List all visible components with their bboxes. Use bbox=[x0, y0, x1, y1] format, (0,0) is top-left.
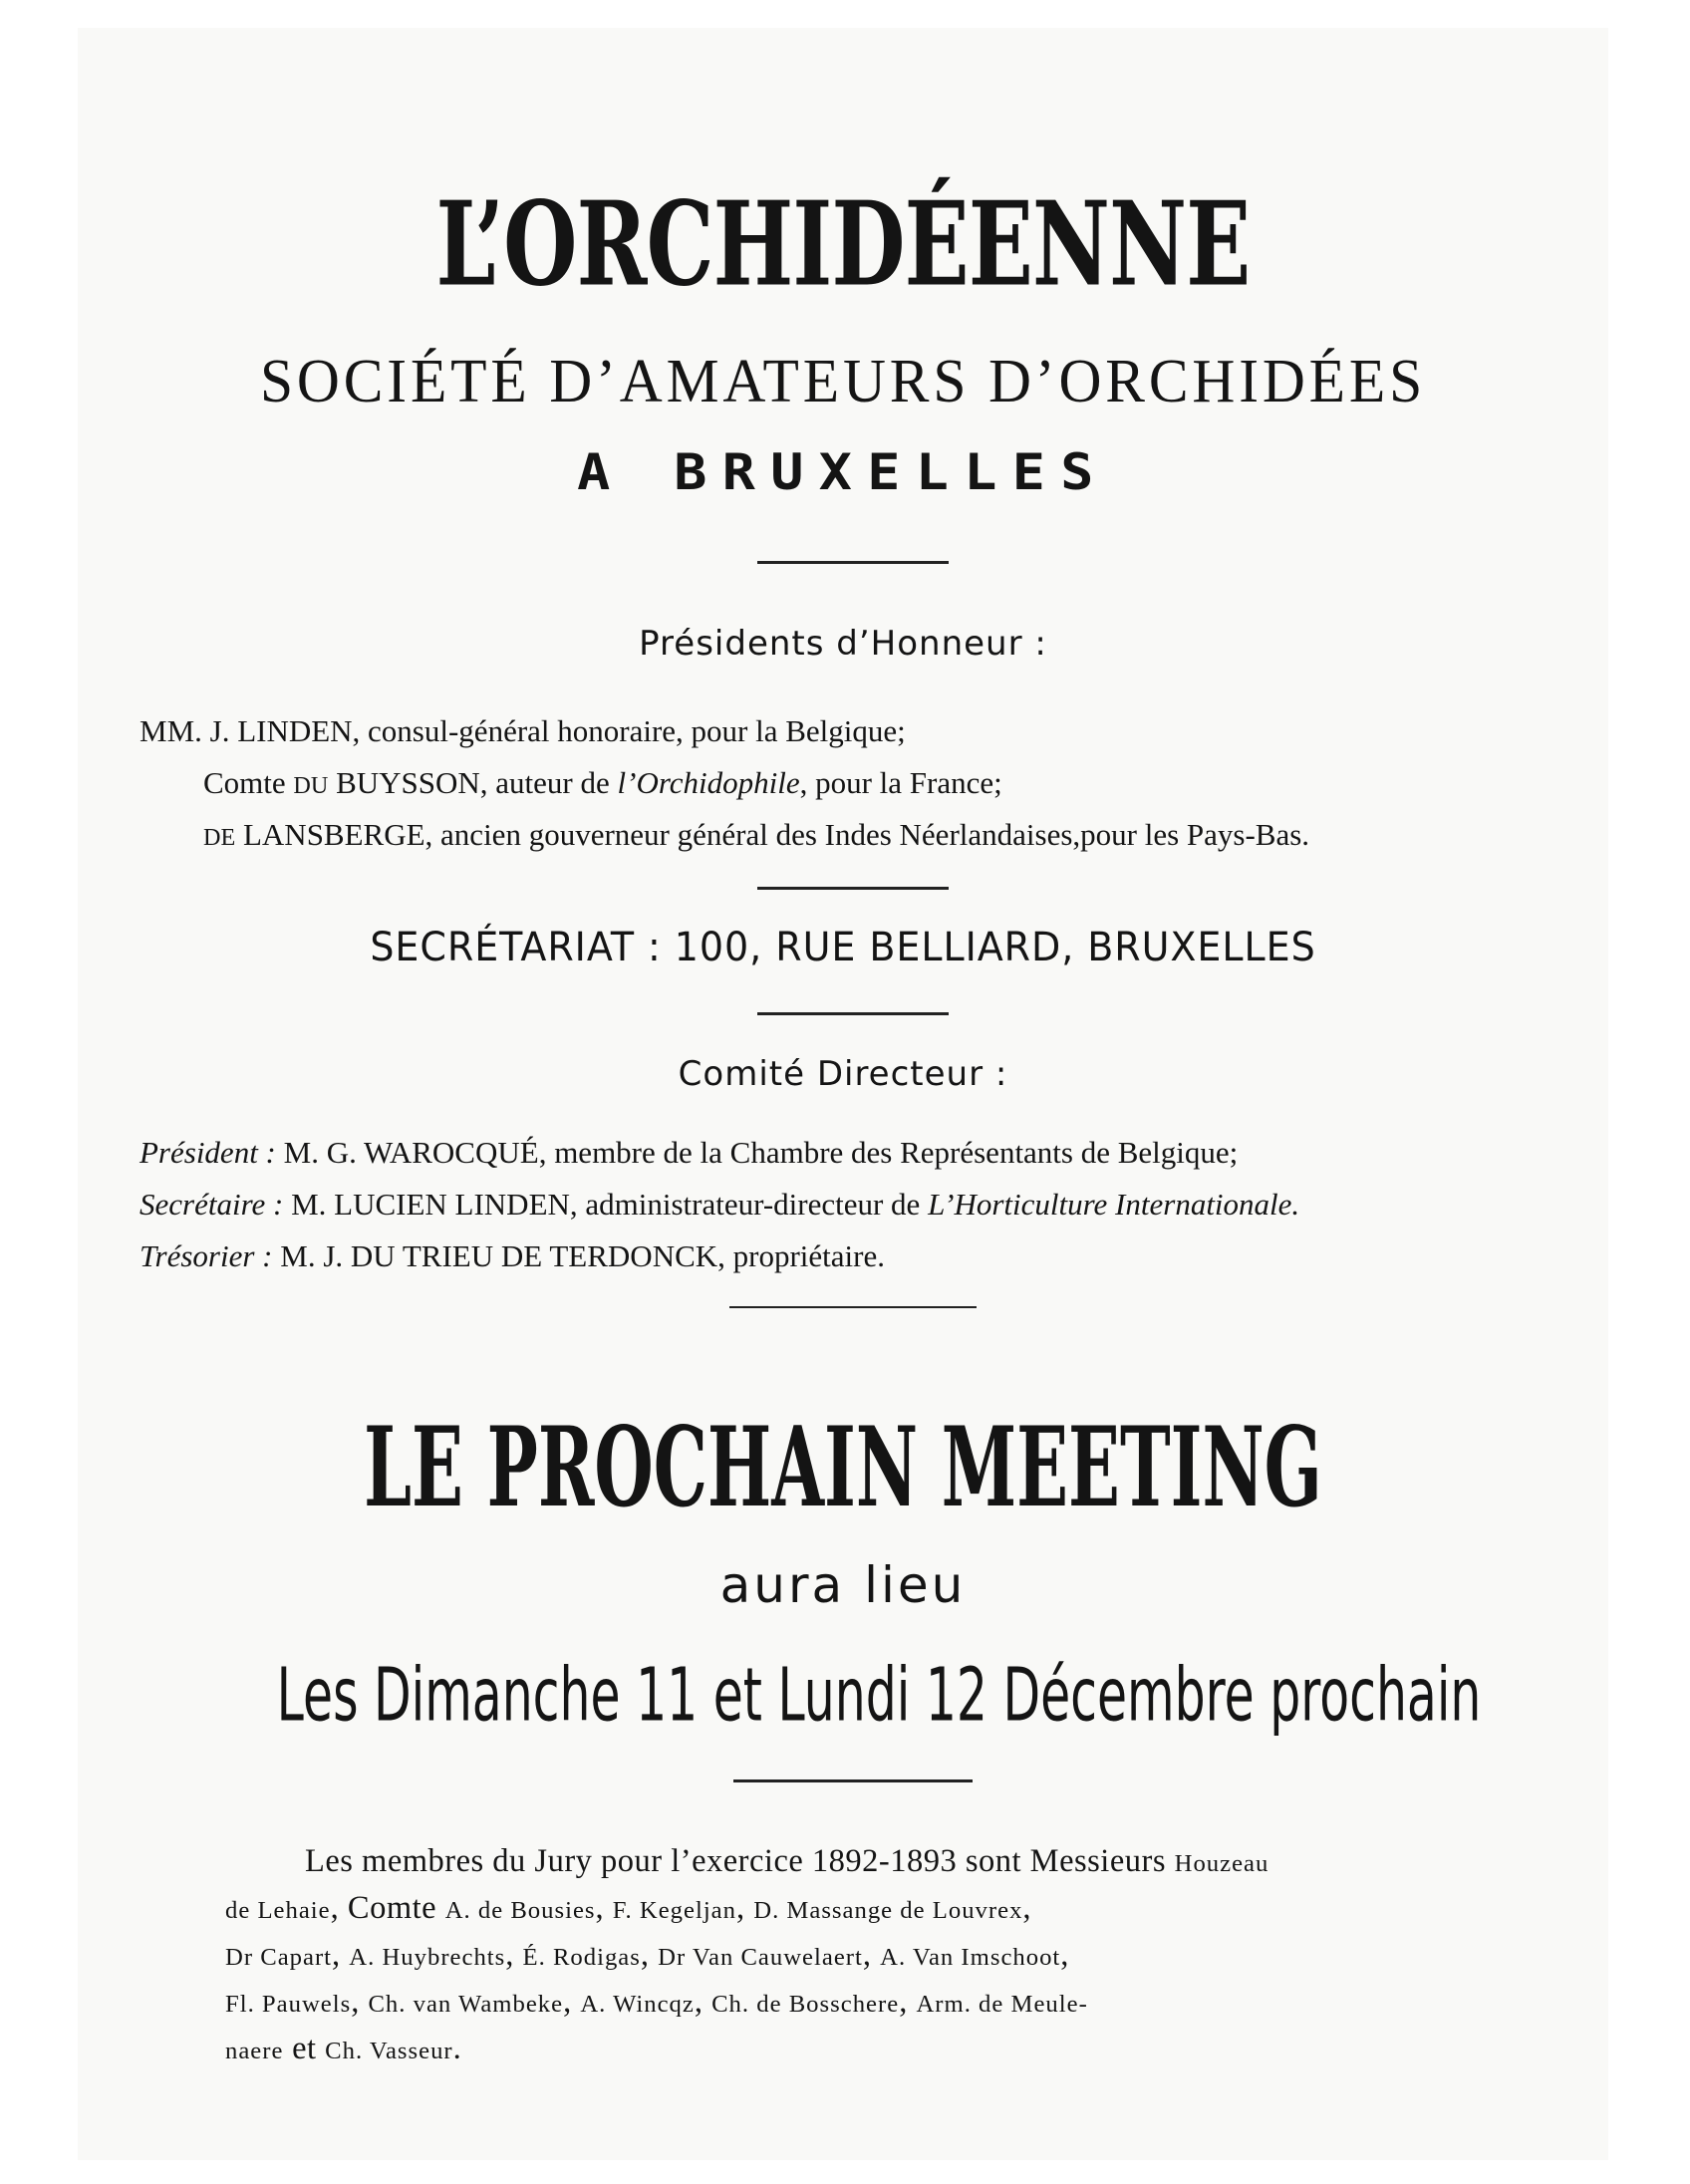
society-city: A BRUXELLES bbox=[577, 443, 1109, 501]
member-text: M. LUCIEN LINDEN, administrateur-directeur de bbox=[283, 1187, 929, 1222]
jury-name: A. de Bousies bbox=[444, 1897, 596, 1924]
honorary-buysson-particle: DU bbox=[293, 772, 329, 799]
committee-heading: Comité Directeur : bbox=[678, 1054, 1008, 1094]
divider bbox=[733, 1779, 973, 1782]
jury-line bbox=[225, 1933, 1580, 1980]
divider bbox=[757, 1012, 949, 1015]
jury-name: A. Van Imschoot bbox=[880, 1944, 1061, 1971]
jury-sep: , Comte bbox=[330, 1890, 445, 1926]
jury-name: Dr Capart bbox=[225, 1944, 333, 1971]
meeting-headline: LE PROCHAIN MEETING bbox=[364, 1403, 1322, 1532]
document-page bbox=[78, 28, 1608, 2160]
jury-name: naere bbox=[225, 2038, 284, 2064]
honorary-presidents-heading: Présidents d’Honneur : bbox=[639, 624, 1047, 664]
role-label: Président : bbox=[140, 1135, 276, 1170]
horticulture-internationale-title: L’Horticulture Internationale. bbox=[928, 1187, 1300, 1222]
jury-name: Arm. de Meule- bbox=[916, 1991, 1088, 2018]
jury-name: Ch. de Bosschere bbox=[711, 1991, 900, 2018]
jury-line bbox=[225, 1886, 1580, 1933]
honorary-line-1 bbox=[140, 712, 906, 750]
meeting-dates: Les Dimanche 11 et Lundi 12 Décembre prochain bbox=[276, 1652, 1482, 1739]
jury-name: Dr Van Cauwelaert bbox=[658, 1944, 863, 1971]
divider bbox=[729, 1306, 977, 1308]
jury-sep: , bbox=[1022, 1890, 1032, 1926]
jury-name: Fl. Pauwels bbox=[225, 1991, 352, 2018]
honorary-buysson-country: , pour la France; bbox=[799, 765, 1002, 800]
jury-sep: , bbox=[862, 1937, 881, 1973]
honorary-lansberge: LANSBERGE, ancien gouverneur général des Indes Néerlandaises,pour les Pays-Bas. bbox=[235, 817, 1310, 852]
jury-line bbox=[225, 1980, 1580, 2027]
jury-name: Houzeau bbox=[1174, 1850, 1269, 1877]
jury-sep: et bbox=[283, 2031, 326, 2066]
jury-sep: , bbox=[899, 1984, 917, 2020]
jury-paragraph bbox=[225, 1839, 1580, 2073]
honorary-lansberge-particle: DE bbox=[203, 824, 236, 851]
jury-sep: , bbox=[563, 1984, 581, 2020]
jury-line bbox=[225, 2027, 1580, 2073]
role-label: Trésorier : bbox=[140, 1238, 273, 1273]
jury-name: de Lehaie bbox=[225, 1897, 331, 1924]
honorary-line-2 bbox=[203, 764, 1002, 805]
secretariat-address: SECRÉTARIAT : 100, RUE BELLIARD, BRUXELLES bbox=[370, 925, 1316, 970]
jury-sep: , bbox=[1060, 1937, 1069, 1973]
jury-name: F. Kegeljan bbox=[612, 1897, 736, 1924]
jury-sep: , bbox=[505, 1937, 523, 1973]
jury-sep: , bbox=[640, 1937, 659, 1973]
honorary-buysson-prefix: Comte bbox=[203, 765, 294, 800]
jury-sep: , bbox=[332, 1937, 350, 1973]
jury-name: A. Huybrechts bbox=[349, 1944, 506, 1971]
member-text: M. G. WAROCQUÉ, membre de la Chambre des Représentants de Belgique; bbox=[275, 1135, 1239, 1170]
jury-sep: , bbox=[595, 1890, 613, 1926]
orchidophile-title: l’Orchidophile bbox=[617, 765, 800, 800]
jury-sep: , bbox=[351, 1984, 369, 2020]
jury-intro: Les membres du Jury pour l’exercice 1892-1893 sont Messieurs bbox=[305, 1843, 1175, 1879]
committee-president bbox=[140, 1134, 1238, 1172]
member-text: M. J. DU TRIEU DE TERDONCK, propriétaire. bbox=[272, 1238, 885, 1273]
meeting-subheading: aura lieu bbox=[719, 1556, 967, 1614]
committee-secretary bbox=[140, 1186, 1299, 1224]
jury-name: A. Wincqz bbox=[580, 1991, 695, 2018]
journal-title: L’ORCHIDÉENNE bbox=[435, 174, 1251, 313]
jury-name: Ch. van Wambeke bbox=[368, 1991, 564, 2018]
role-label: Secrétaire : bbox=[140, 1187, 284, 1222]
jury-name: Ch. Vasseur bbox=[325, 2038, 453, 2064]
committee-treasurer bbox=[140, 1237, 885, 1275]
jury-sep: . bbox=[452, 2031, 462, 2066]
honorary-line-3 bbox=[203, 816, 1309, 857]
society-name: SOCIÉTÉ D’AMATEURS D’ORCHIDÉES bbox=[259, 348, 1427, 415]
divider bbox=[757, 561, 949, 564]
honorary-buysson: BUYSSON, auteur de bbox=[328, 765, 618, 800]
jury-name: É. Rodigas bbox=[522, 1944, 641, 1971]
honorary-linden: MM. J. LINDEN, consul-général honoraire, pour la Belgique; bbox=[140, 713, 906, 748]
jury-sep: , bbox=[694, 1984, 712, 2020]
jury-name: D. Massange de Louvrex bbox=[753, 1897, 1023, 1924]
jury-line bbox=[225, 1839, 1580, 1886]
jury-sep: , bbox=[735, 1890, 754, 1926]
divider bbox=[757, 887, 949, 890]
